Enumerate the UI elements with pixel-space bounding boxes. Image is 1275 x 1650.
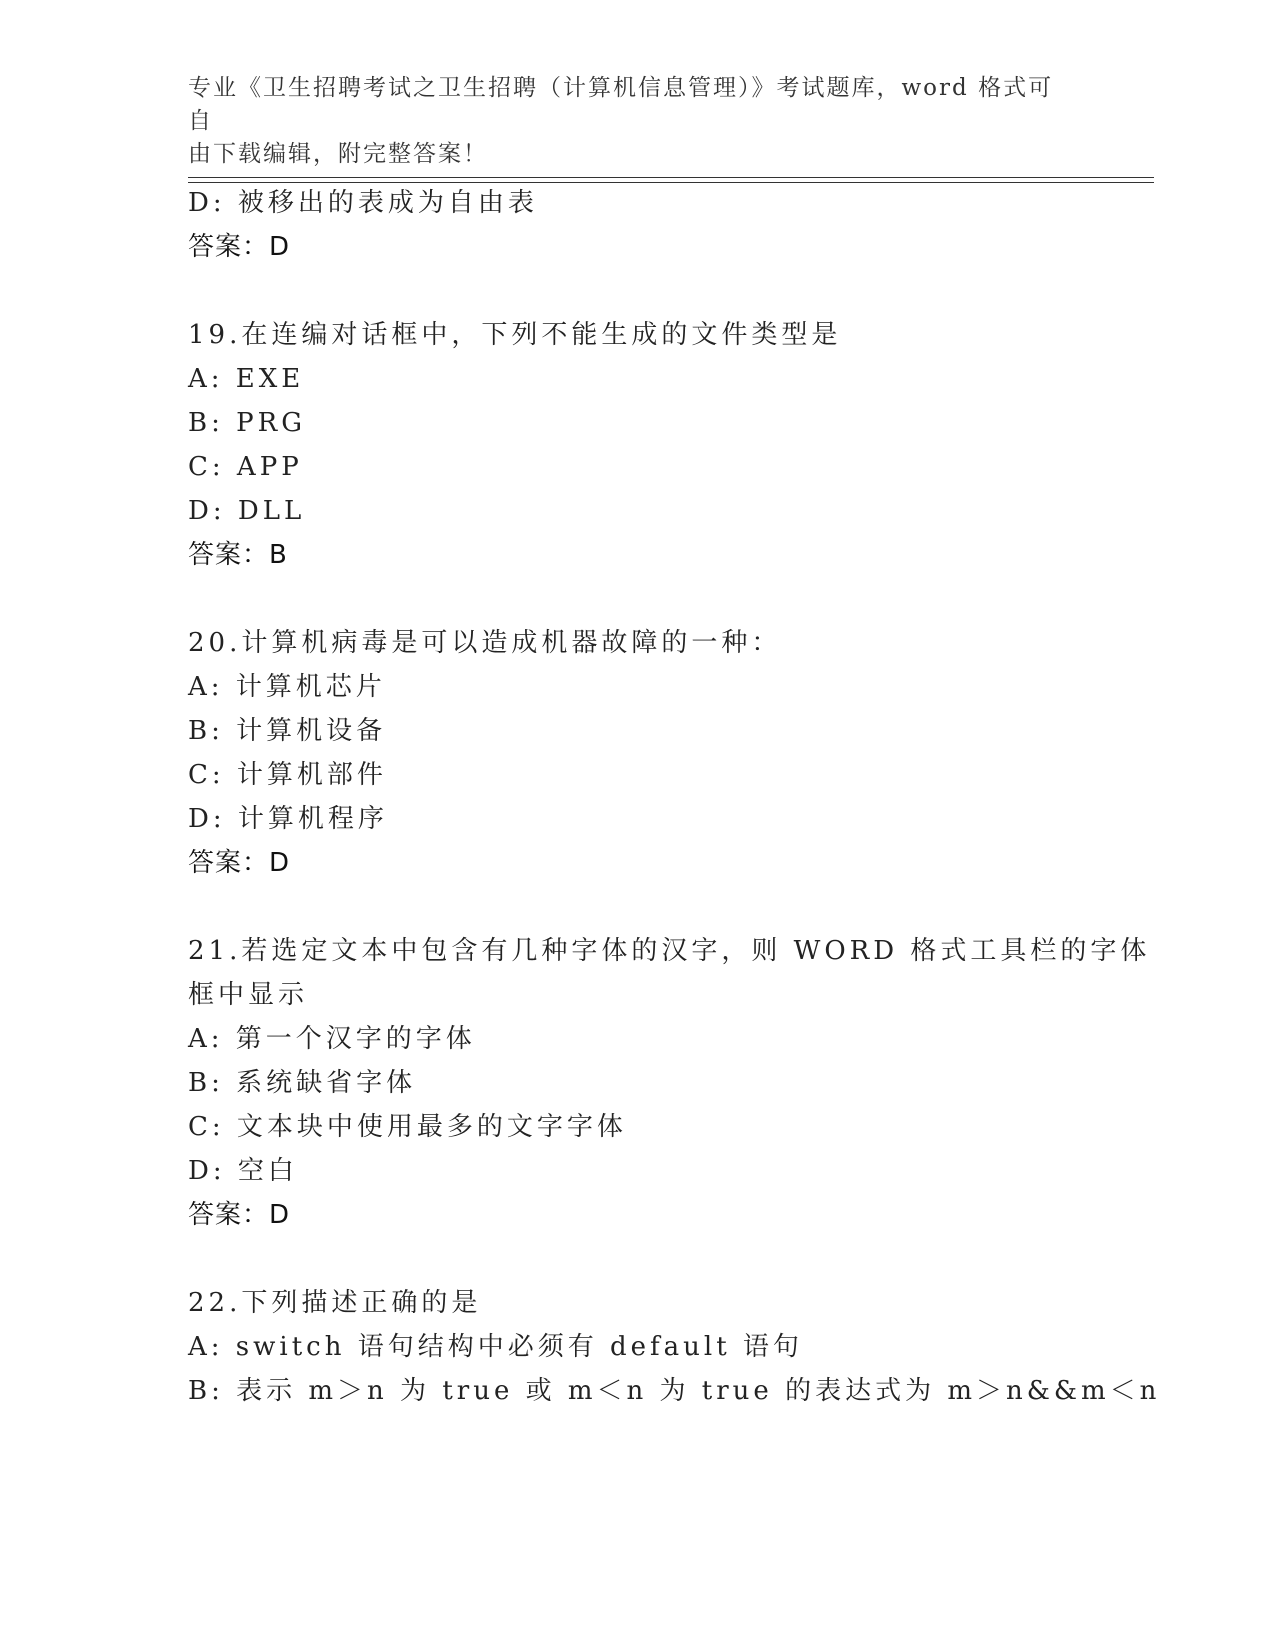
q20-option-a: A: 计算机芯片	[188, 672, 386, 702]
q20-answer: 答案：D	[188, 848, 291, 878]
q21-option-b: B: 系统缺省字体	[188, 1068, 417, 1098]
q19-option-b: B: PRG	[188, 408, 306, 438]
q20-option-c: C: 计算机部件	[188, 760, 387, 790]
header-line-1: 专业《卫生招聘考试之卫生招聘（计算机信息管理）》考试题库，word 格式可自	[188, 75, 1054, 134]
q20-stem: 20.计算机病毒是可以造成机器故障的一种：	[188, 628, 782, 658]
q21-option-a: A: 第一个汉字的字体	[188, 1024, 476, 1054]
q19-stem: 19.在连编对话框中，下列不能生成的文件类型是	[188, 320, 842, 350]
q19-option-c: C: APP	[188, 452, 303, 482]
document-header	[188, 72, 1068, 171]
q21-option-d: D: 空白	[188, 1156, 298, 1186]
q21-answer: 答案：D	[188, 1200, 291, 1230]
q18-answer: 答案：D	[188, 232, 291, 262]
q20-option-b: B: 计算机设备	[188, 716, 387, 746]
q19-option-a: A: EXE	[188, 364, 305, 394]
q20-option-d: D: 计算机程序	[188, 804, 388, 834]
q22-option-a: A: switch 语句结构中必须有 default 语句	[188, 1332, 803, 1362]
q22-option-b: B: 表示 m＞n 为 true 或 m＜n 为 true 的表达式为 m＞n&&m＜n	[188, 1376, 1161, 1406]
header-divider-top	[188, 177, 1154, 178]
q22-stem: 22.下列描述正确的是	[188, 1288, 482, 1318]
q18-option-d: D: 被移出的表成为自由表	[188, 188, 538, 218]
header-divider-bottom	[188, 182, 1154, 183]
q19-answer: 答案：B	[188, 540, 288, 570]
q21-option-c: C: 文本块中使用最多的文字字体	[188, 1112, 627, 1142]
header-line-2: 由下载编辑，附完整答案！	[188, 141, 488, 167]
q21-stem-line-2: 框中显示	[188, 980, 309, 1010]
q19-option-d: D: DLL	[188, 496, 306, 526]
q21-stem-line-1: 21.若选定文本中包含有几种字体的汉字，则 WORD 格式工具栏的字体	[188, 936, 1151, 966]
